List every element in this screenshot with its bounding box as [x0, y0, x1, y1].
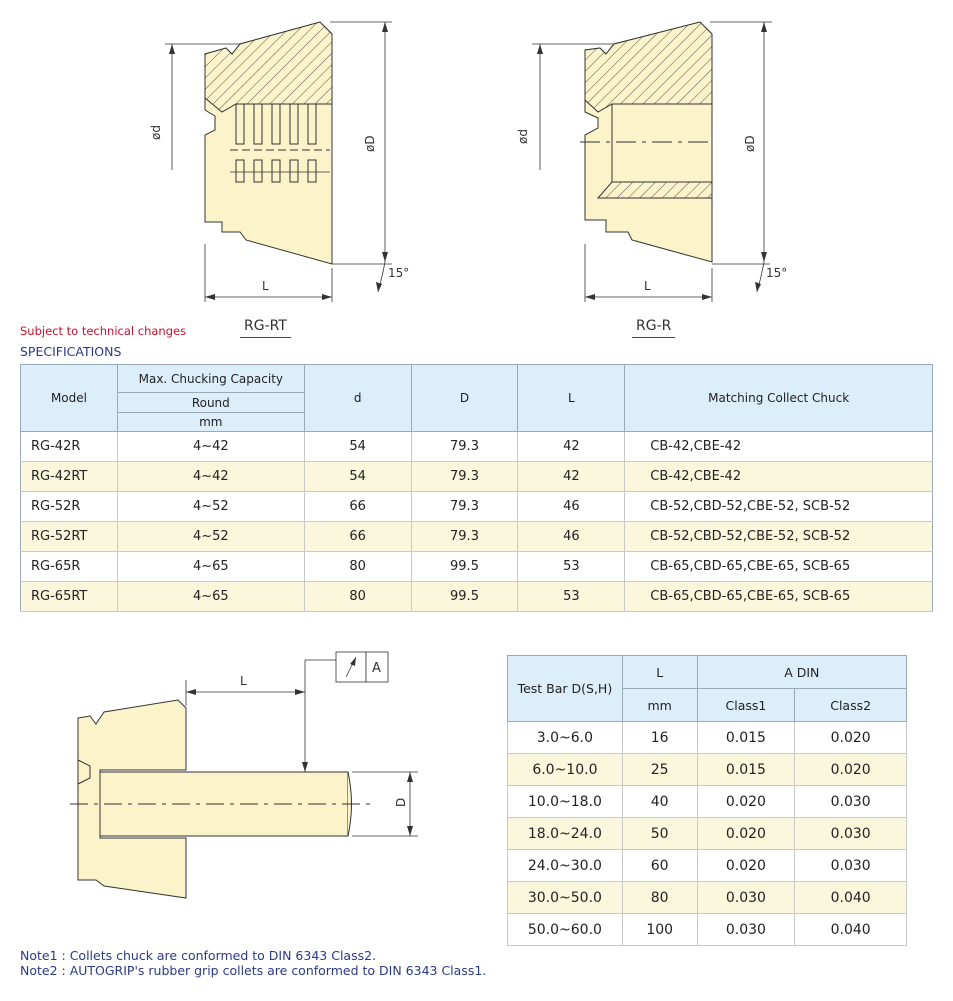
din-header-class2: Class2 — [795, 689, 907, 722]
din-cell-class2: 0.020 — [795, 754, 907, 786]
spec-cell-d: 54 — [304, 462, 411, 492]
rg-rt-D-label: øD — [363, 135, 377, 152]
spec-cell-d: 66 — [304, 522, 411, 552]
spec-row — [21, 522, 933, 552]
spec-row — [21, 552, 933, 582]
spec-cell-chuck: CB-52,CBD-52,CBE-52, SCB-52 — [625, 522, 933, 552]
spec-cell-D: 79.3 — [411, 432, 518, 462]
din-cell-range: 50.0~60.0 — [508, 914, 623, 946]
din-cell-range: 6.0~10.0 — [508, 754, 623, 786]
din-cell-L: 25 — [622, 754, 697, 786]
rg-rt-caption: RG-RT — [240, 318, 291, 338]
spec-cell-capacity: 4~52 — [117, 492, 304, 522]
din-row — [508, 914, 907, 946]
notes — [20, 948, 486, 978]
rg-rt-angle-label: 15° — [388, 266, 410, 280]
header-L: L — [518, 365, 625, 432]
din-cell-L: 100 — [622, 914, 697, 946]
spec-cell-D: 79.3 — [411, 462, 518, 492]
din-cell-class2: 0.030 — [795, 786, 907, 818]
rg-r-caption: RG-R — [632, 318, 675, 338]
spec-cell-model: RG-65R — [21, 552, 118, 582]
din-cell-class2: 0.030 — [795, 818, 907, 850]
spec-cell-model: RG-42RT — [21, 462, 118, 492]
spec-cell-L: 46 — [518, 522, 625, 552]
runout-datum-label: A — [372, 661, 381, 676]
spec-cell-d: 66 — [304, 492, 411, 522]
spec-row — [21, 432, 933, 462]
specifications-table — [20, 364, 933, 612]
spec-cell-L: 46 — [518, 492, 625, 522]
test-D-label: D — [394, 797, 408, 807]
header-d: d — [304, 365, 411, 432]
spec-cell-capacity: 4~65 — [117, 552, 304, 582]
din-cell-range: 24.0~30.0 — [508, 850, 623, 882]
din-cell-L: 40 — [622, 786, 697, 818]
din-cell-range: 10.0~18.0 — [508, 786, 623, 818]
spec-row — [21, 582, 933, 612]
specifications-title: SPECIFICATIONS — [20, 344, 122, 359]
spec-cell-L: 42 — [518, 432, 625, 462]
spec-cell-capacity: 4~52 — [117, 522, 304, 552]
spec-cell-D: 99.5 — [411, 582, 518, 612]
din-row — [508, 882, 907, 914]
spec-cell-d: 54 — [304, 432, 411, 462]
spec-cell-chuck: CB-42,CBE-42 — [625, 432, 933, 462]
spec-cell-chuck: CB-52,CBD-52,CBE-52, SCB-52 — [625, 492, 933, 522]
din-row — [508, 850, 907, 882]
din-cell-range: 30.0~50.0 — [508, 882, 623, 914]
din-cell-class1: 0.020 — [697, 818, 795, 850]
spec-cell-D: 79.3 — [411, 492, 518, 522]
technical-changes-notice: Subject to technical changes — [20, 324, 187, 338]
spec-cell-L: 53 — [518, 582, 625, 612]
rg-r-drawing — [516, 22, 787, 302]
spec-cell-L: 42 — [518, 462, 625, 492]
spec-cell-d: 80 — [304, 582, 411, 612]
din-header-L: L — [622, 656, 697, 689]
rg-rt-L-label: L — [262, 279, 269, 293]
spec-cell-model: RG-65RT — [21, 582, 118, 612]
header-model: Model — [21, 365, 118, 432]
header-capacity: Max. Chucking Capacity — [117, 365, 304, 393]
spec-cell-model: RG-52R — [21, 492, 118, 522]
spec-cell-d: 80 — [304, 552, 411, 582]
rg-rt-d-label: ød — [149, 125, 163, 140]
rg-rt-hatch — [205, 22, 332, 112]
rg-r-hatch-bottom — [598, 182, 712, 198]
header-D: D — [411, 365, 518, 432]
spec-cell-capacity: 4~65 — [117, 582, 304, 612]
header-unit: mm — [117, 413, 304, 432]
spec-cell-D: 79.3 — [411, 522, 518, 552]
din-cell-L: 60 — [622, 850, 697, 882]
spec-row — [21, 462, 933, 492]
din-cell-L: 80 — [622, 882, 697, 914]
spec-cell-capacity: 4~42 — [117, 462, 304, 492]
din-header-test-bar: Test Bar D(S,H) — [508, 656, 623, 722]
test-bar-drawing — [0, 640, 500, 940]
din-runout-table — [507, 655, 907, 946]
spec-cell-chuck: CB-65,CBD-65,CBE-65, SCB-65 — [625, 582, 933, 612]
din-cell-L: 50 — [622, 818, 697, 850]
spec-cell-D: 99.5 — [411, 552, 518, 582]
din-row — [508, 786, 907, 818]
din-cell-class1: 0.015 — [697, 754, 795, 786]
din-cell-class2: 0.030 — [795, 850, 907, 882]
din-cell-class1: 0.030 — [697, 914, 795, 946]
note-1: Note1 : Collets chuck are conformed to DIN 6343 Class2. — [20, 948, 377, 963]
rg-r-d-label: ød — [516, 129, 530, 144]
header-chuck: Matching Collect Chuck — [625, 365, 933, 432]
din-cell-class1: 0.030 — [697, 882, 795, 914]
din-header-a-din: A DIN — [697, 656, 906, 689]
rg-r-angle-label: 15° — [766, 266, 788, 280]
rg-r-D-label: øD — [743, 135, 757, 152]
din-header-unit: mm — [622, 689, 697, 722]
din-row — [508, 818, 907, 850]
din-cell-range: 3.0~6.0 — [508, 722, 623, 754]
din-cell-class2: 0.020 — [795, 722, 907, 754]
spec-cell-model: RG-52RT — [21, 522, 118, 552]
din-row — [508, 754, 907, 786]
din-header-class1: Class1 — [697, 689, 795, 722]
test-L-label: L — [240, 674, 247, 688]
din-cell-L: 16 — [622, 722, 697, 754]
spec-cell-L: 53 — [518, 552, 625, 582]
spec-cell-capacity: 4~42 — [117, 432, 304, 462]
din-cell-class1: 0.020 — [697, 786, 795, 818]
rg-r-hatch-top — [585, 22, 712, 112]
top-drawings — [0, 0, 953, 320]
rg-r-L-label: L — [644, 279, 651, 293]
header-round: Round — [117, 393, 304, 413]
spec-cell-model: RG-42R — [21, 432, 118, 462]
din-cell-range: 18.0~24.0 — [508, 818, 623, 850]
spec-row — [21, 492, 933, 522]
rg-rt-drawing — [149, 22, 409, 302]
spec-cell-chuck: CB-65,CBD-65,CBE-65, SCB-65 — [625, 552, 933, 582]
din-cell-class2: 0.040 — [795, 882, 907, 914]
din-cell-class1: 0.015 — [697, 722, 795, 754]
spec-cell-chuck: CB-42,CBE-42 — [625, 462, 933, 492]
note-2: Note2 : AUTOGRIP's rubber grip collets are conformed to DIN 6343 Class1. — [20, 963, 487, 978]
din-cell-class2: 0.040 — [795, 914, 907, 946]
din-cell-class1: 0.020 — [697, 850, 795, 882]
din-row — [508, 722, 907, 754]
